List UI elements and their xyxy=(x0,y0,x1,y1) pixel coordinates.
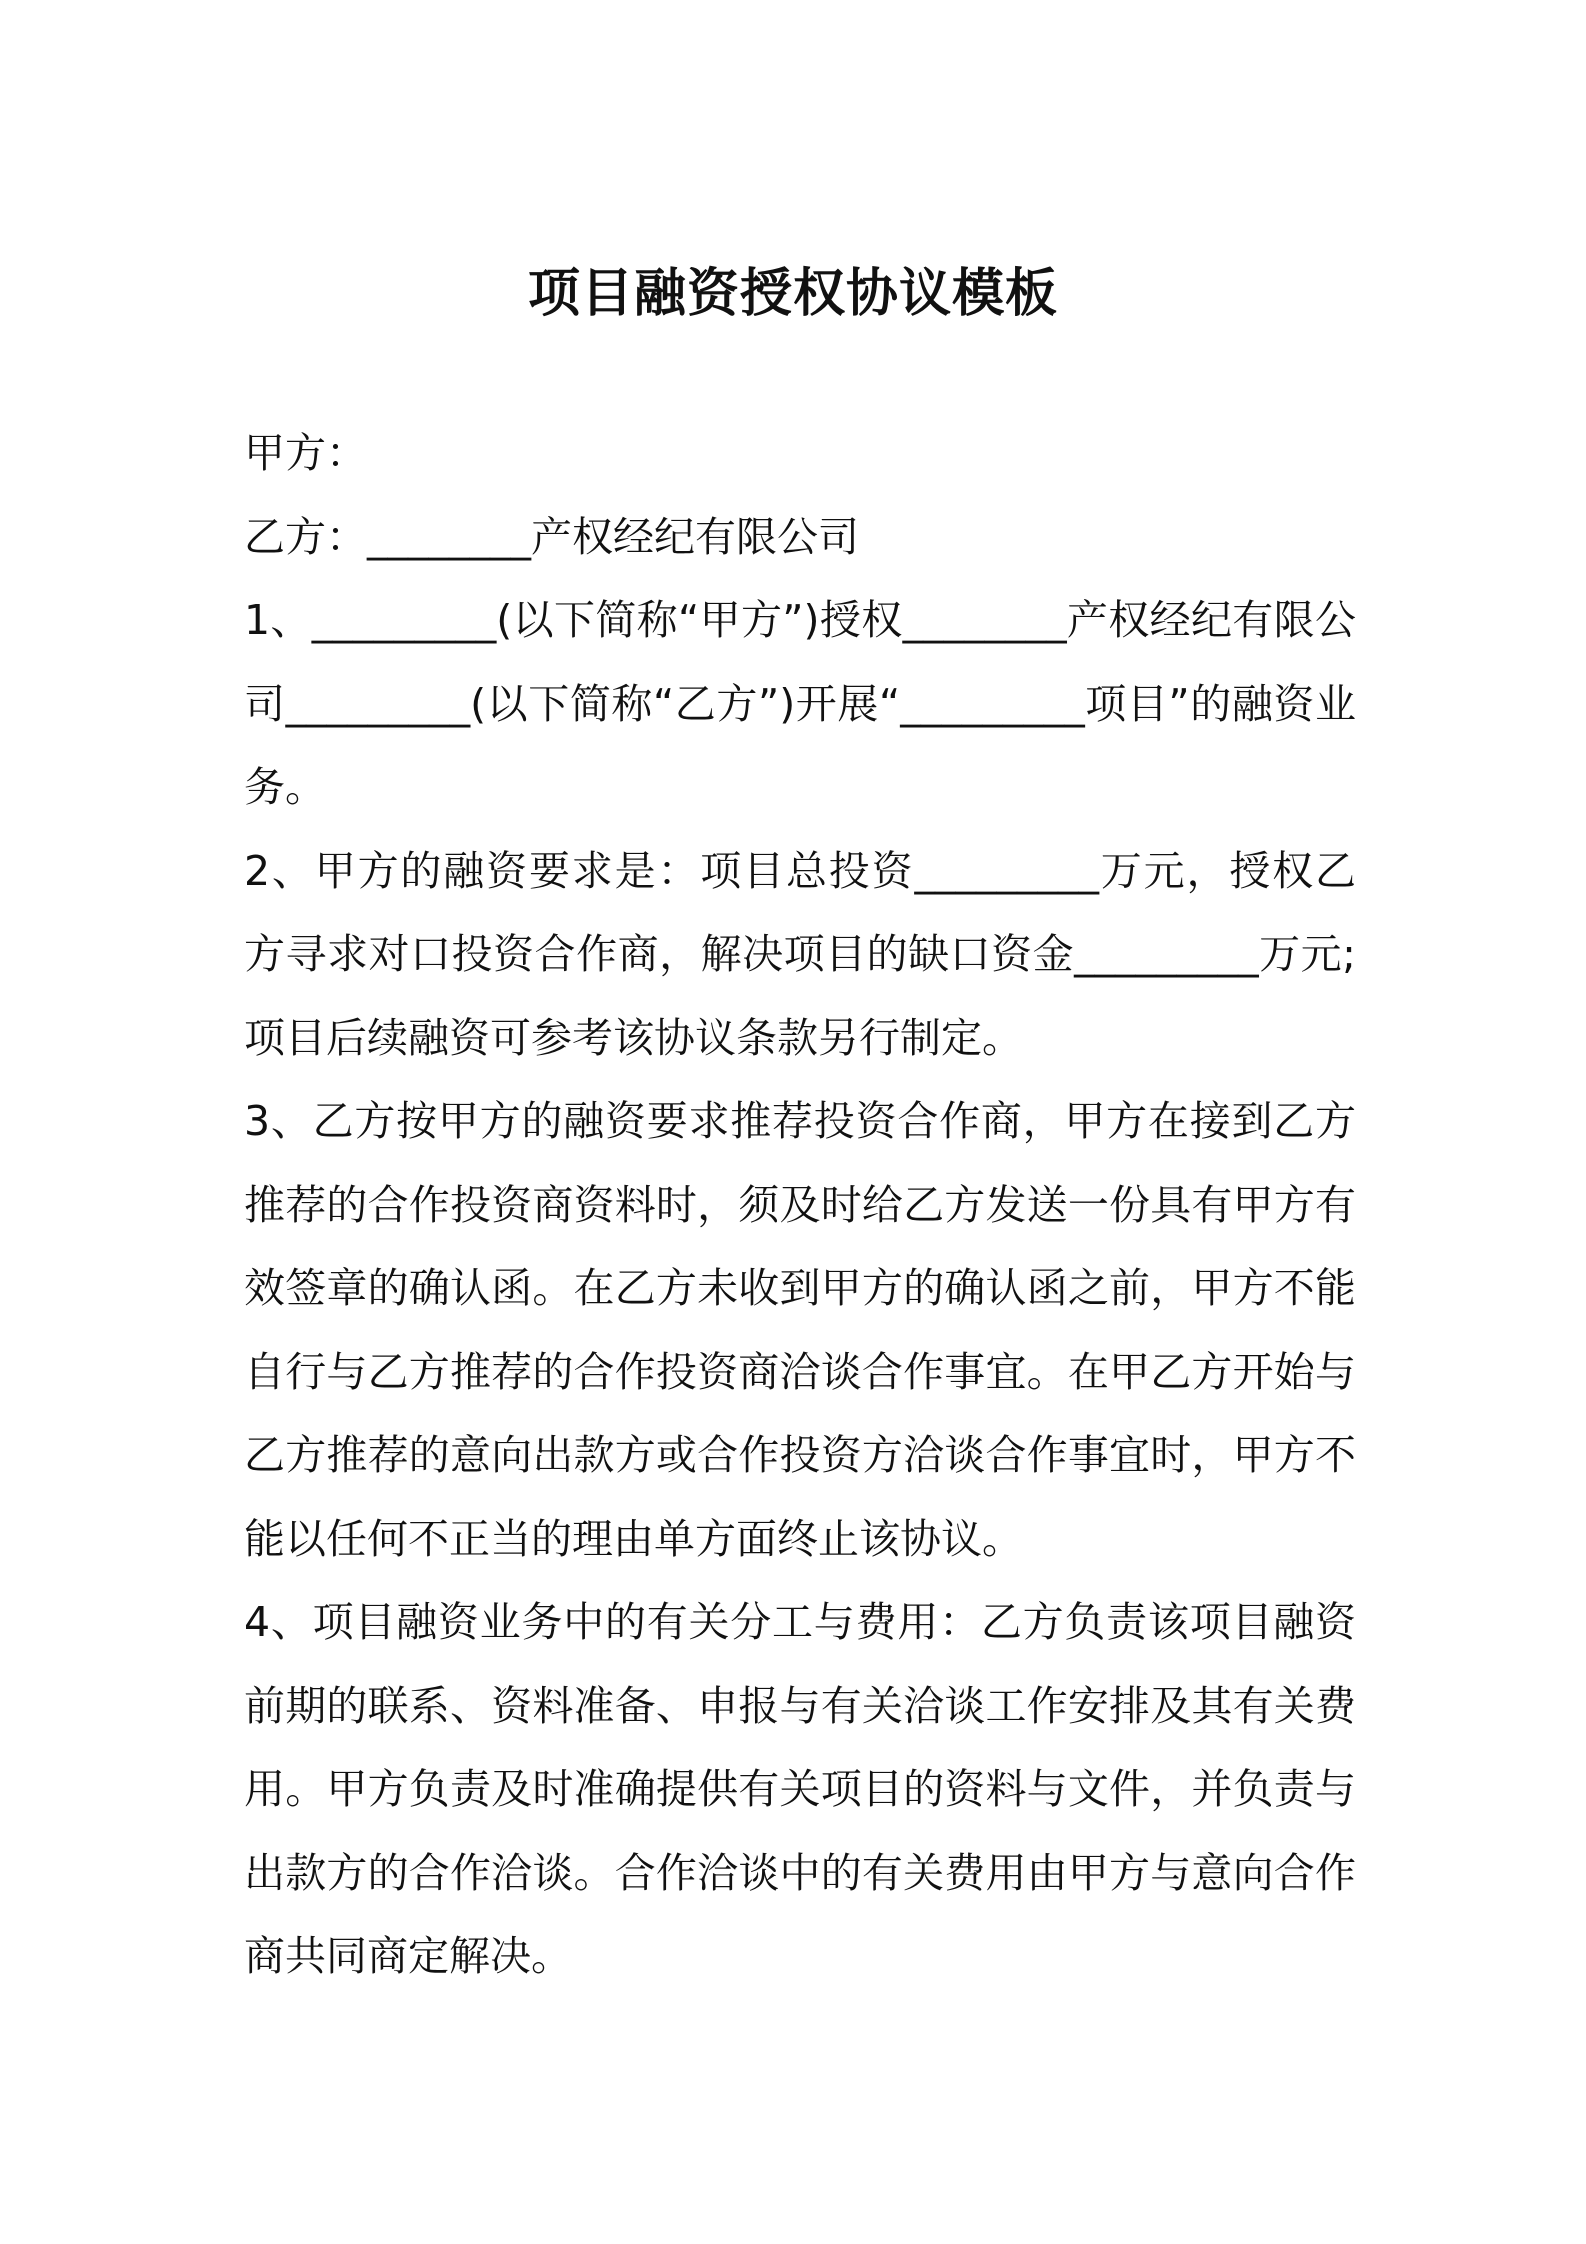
clause-1: 1、_________(以下简称“甲方”)授权________产权经纪有限公司_________(以下简称“乙方”)开展“_________项目”的融资业务。 xyxy=(244,596,1356,811)
party-a-line: 甲方： xyxy=(244,429,367,477)
document-body xyxy=(244,412,1356,1999)
clause-3: 3、乙方按甲方的融资要求推荐投资合作商，甲方在接到乙方推荐的合作投资商资料时，须及时给乙方发送一份具有甲方有效签章的确认函。在乙方未收到甲方的确认函之前，甲方不能自行与乙方推荐的合作投资商洽谈合作事宜。在甲乙方开始与乙方推荐的意向出款方或合作投资方洽谈合作事宜时，甲方不能以任何不正当的理由单方面终止该协议。 xyxy=(244,1097,1356,1563)
clause-2: 2、甲方的融资要求是：项目总投资_________万元，授权乙方寻求对口投资合作商，解决项目的缺口资金_________万元;项目后续融资可参考该协议条款另行制定。 xyxy=(244,846,1356,1062)
party-b-line: 乙方：________产权经纪有限公司 xyxy=(244,512,859,561)
clause-4: 4、项目融资业务中的有关分工与费用：乙方负责该项目融资前期的联系、资料准备、申报与有关洽谈工作安排及其有关费用。甲方负责及时准确提供有关项目的资料与文件，并负责与出款方的合作洽谈。合作洽谈中的有关费用由甲方与意向合作商共同商定解决。 xyxy=(244,1598,1356,1980)
document-title: 项目融资授权协议模板 xyxy=(527,264,1058,324)
